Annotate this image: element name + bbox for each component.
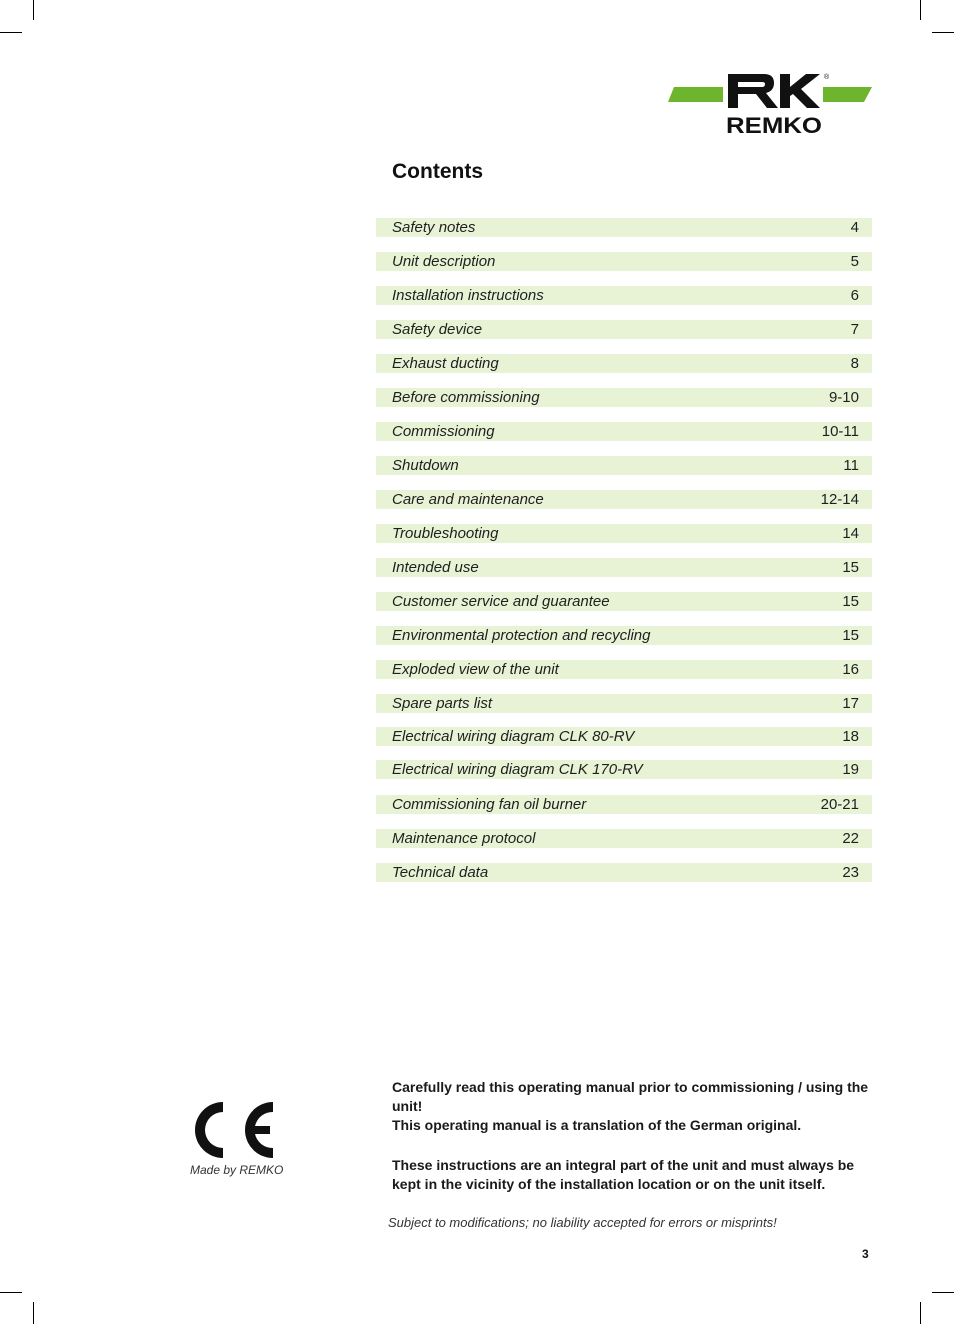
toc-entry-title: Commissioning [392, 423, 495, 440]
toc-entry [376, 626, 872, 645]
toc-entry [376, 863, 872, 882]
toc-entry [376, 490, 872, 509]
toc-entry-page: 12-14 [820, 491, 859, 508]
crop-mark [920, 0, 921, 20]
toc-entry [376, 694, 872, 713]
toc-entry-page: 15 [842, 593, 859, 610]
toc-entry [376, 354, 872, 373]
toc-entry-title: Electrical wiring diagram CLK 170-RV [392, 761, 643, 778]
toc-entry-page: 4 [850, 219, 859, 236]
logo-right-stripe [823, 87, 872, 102]
toc-entry-title: Technical data [392, 864, 489, 881]
crop-mark [33, 0, 34, 20]
toc-entry [376, 422, 872, 441]
logo-k-mark [780, 74, 820, 108]
manual-notes [392, 1078, 882, 1194]
toc-entry [376, 388, 872, 407]
crop-mark [920, 1302, 921, 1324]
crop-mark [932, 32, 954, 33]
toc-entry [376, 218, 872, 237]
toc-entry-page: 15 [842, 627, 859, 644]
toc-entry-page: 9-10 [828, 389, 859, 406]
toc-entry-title: Installation instructions [392, 287, 544, 304]
ce-mark-icon [190, 1098, 280, 1162]
logo-r-mark [728, 74, 778, 108]
toc-entry-title: Unit description [392, 253, 496, 270]
toc-entry-title: Environmental protection and recycling [392, 627, 651, 644]
ce-caption: Made by REMKO [190, 1163, 284, 1177]
logo-left-stripe [668, 87, 723, 102]
toc-entry-title: Spare parts list [392, 695, 493, 712]
toc-entry [376, 456, 872, 475]
toc-entry [376, 660, 872, 679]
toc-entry [376, 760, 872, 779]
toc-entry-page: 19 [842, 761, 859, 778]
toc-entry [376, 286, 872, 305]
crop-mark [0, 32, 22, 33]
toc-entry-page: 17 [842, 695, 859, 712]
toc-entry-title: Intended use [392, 559, 479, 576]
crop-mark [0, 1292, 22, 1293]
toc-entry-title: Customer service and guarantee [392, 593, 610, 610]
toc-entry-page: 8 [850, 355, 859, 372]
toc-entry-page: 10-11 [821, 423, 859, 440]
integral-part-note: These instructions are an integral part of the unit and must always be kept in the vicinity of the installation location or on the unit itself. [392, 1157, 855, 1192]
toc-entry-page: 16 [842, 661, 859, 678]
toc-entry-page: 23 [842, 864, 859, 881]
toc-entry-title: Maintenance protocol [392, 830, 536, 847]
logo-wordmark: REMKO [726, 113, 822, 138]
toc-entry [376, 829, 872, 848]
toc-entry-title: Exhaust ducting [392, 355, 499, 372]
toc-entry-page: 18 [842, 728, 859, 745]
crop-mark [932, 1292, 954, 1293]
toc-entry [376, 524, 872, 543]
remko-logo [666, 70, 874, 138]
toc-entry [376, 558, 872, 577]
toc-entry [376, 795, 872, 814]
toc-entry-page: 22 [842, 830, 859, 847]
toc-entry-title: Safety device [392, 321, 483, 338]
toc-entry [376, 252, 872, 271]
toc-entry-title: Shutdown [392, 457, 459, 474]
read-manual-note: Carefully read this operating manual prior to commissioning / using the unit! [392, 1079, 869, 1114]
toc-entry-page: 5 [850, 253, 859, 270]
toc-entry-title: Care and maintenance [392, 491, 544, 508]
toc-entry-page: 7 [850, 321, 859, 338]
toc-entry-title: Troubleshooting [392, 525, 499, 542]
toc-entry-page: 6 [850, 287, 859, 304]
trademark-symbol: ® [824, 74, 830, 81]
toc-entry [376, 320, 872, 339]
toc-entry-page: 11 [843, 457, 859, 474]
crop-mark [33, 1302, 34, 1324]
toc-entry-title: Exploded view of the unit [392, 661, 559, 678]
toc-entry-page: 20-21 [820, 796, 859, 813]
toc-entry-page: 15 [842, 559, 859, 576]
toc-entry-title: Electrical wiring diagram CLK 80-RV [392, 728, 635, 745]
page-title: Contents [392, 160, 483, 183]
toc-entry-title: Before commissioning [392, 389, 540, 406]
toc-entry [376, 592, 872, 611]
toc-entry [376, 727, 872, 746]
toc-entry-title: Commissioning fan oil burner [392, 796, 587, 813]
translation-note: This operating manual is a translation of the German original. [392, 1117, 802, 1133]
toc-entry-title: Safety notes [392, 219, 476, 236]
toc-entry-page: 14 [842, 525, 859, 542]
disclaimer: Subject to modifications; no liability accepted for errors or misprints! [388, 1215, 777, 1230]
page-number: 3 [862, 1247, 869, 1261]
